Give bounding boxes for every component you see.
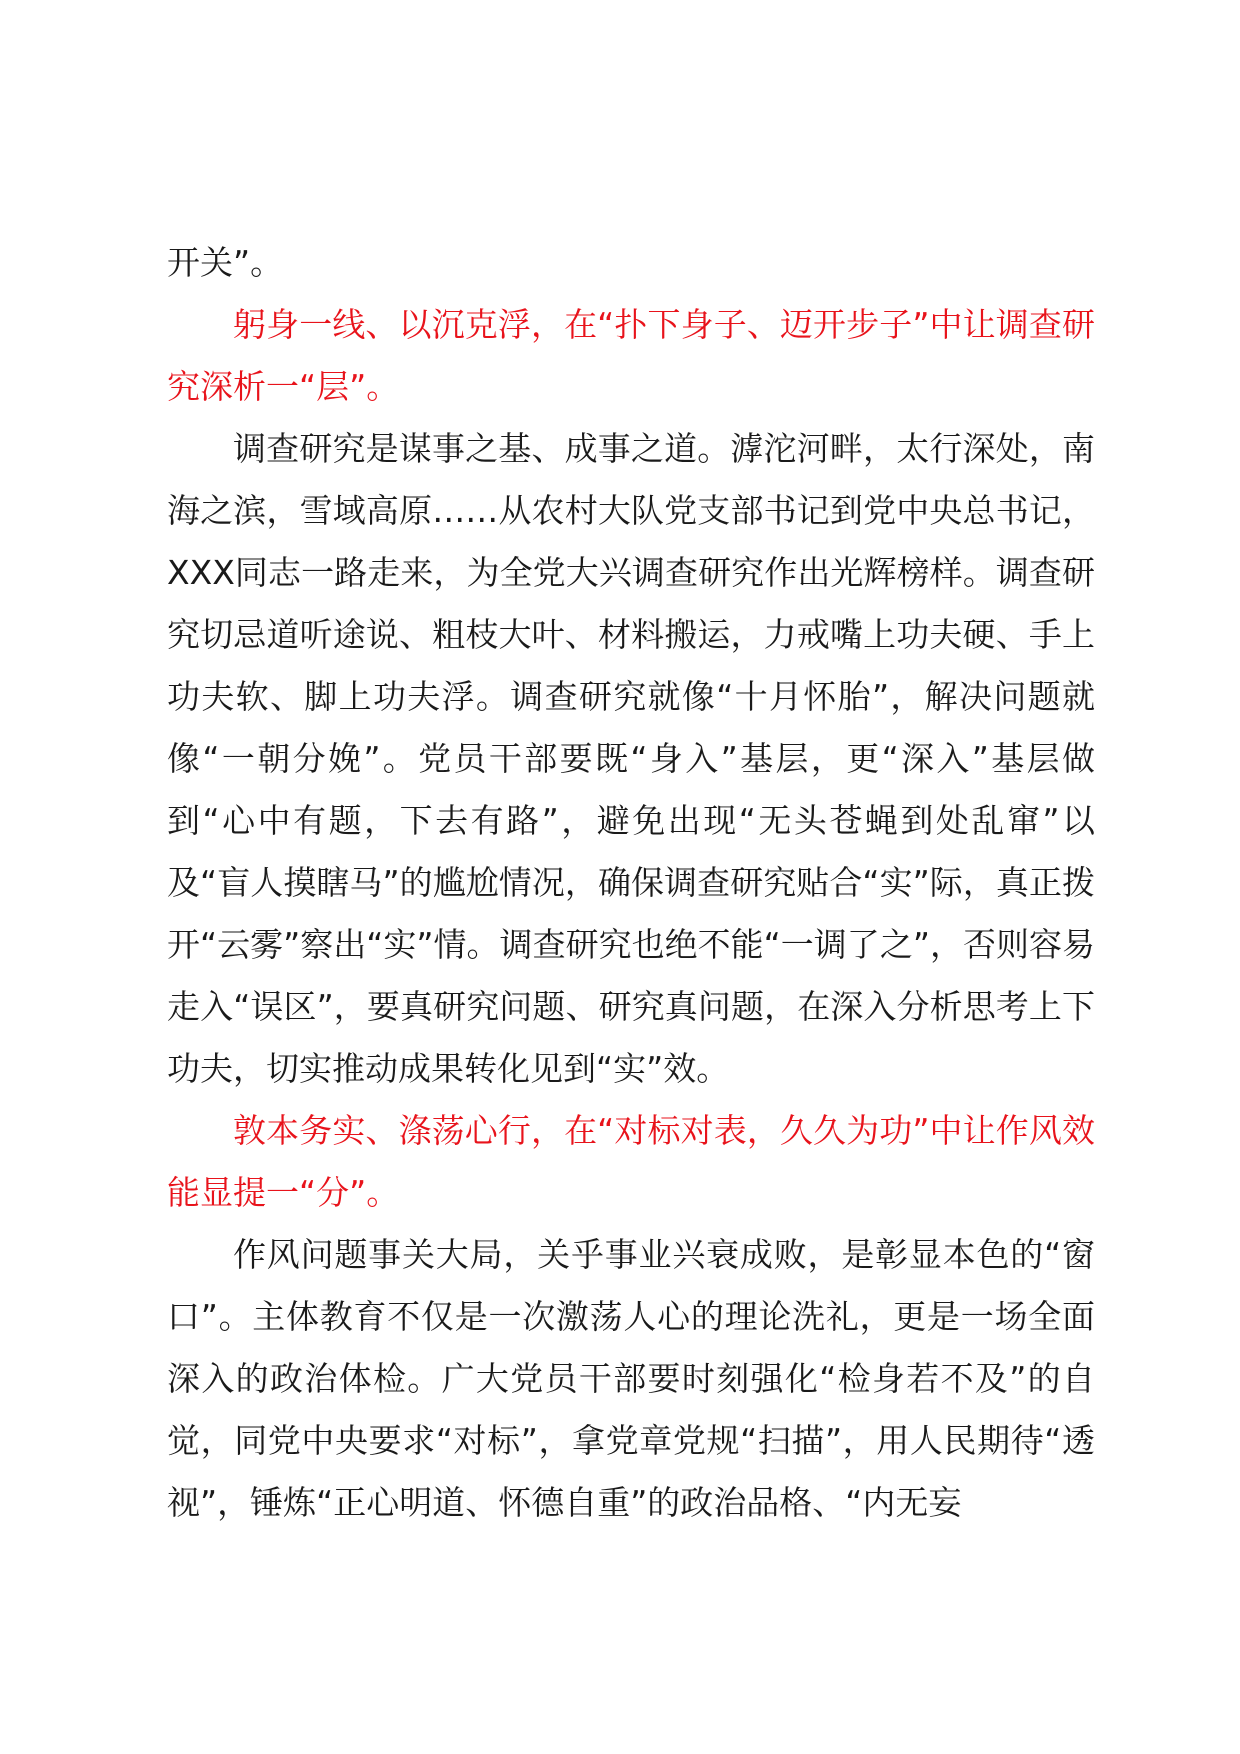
document-body bbox=[167, 232, 1095, 1534]
paragraph-work-style-body: 作风问题事关大局，关乎事业兴衰成败，是彰显本色的“窗口”。主体教育不仅是一次激荡人心的理论洗礼，更是一场全面深入的政治体检。广大党员干部要时刻强化“检身若不及”的自觉，同党中央要求“对标”，拿党章党规“扫描”，用人民期待“透视”，锤炼“正心明道、怀德自重”的政治品格、“内无妄 bbox=[167, 1235, 1095, 1522]
section-heading-research: 躬身一线、以沉克浮，在“扑下身子、迈开步子”中让调查研究深析一“层”。 bbox=[167, 305, 1095, 406]
paragraph-continuation: 开关”。 bbox=[167, 243, 284, 282]
section-heading-work-style: 敦本务实、涤荡心行，在“对标对表，久久为功”中让作风效能显提一“分”。 bbox=[167, 1111, 1095, 1212]
paragraph-research-body: 调查研究是谋事之基、成事之道。滹沱河畔，太行深处，南海之滨，雪域高原……从农村大队党支部书记到党中央总书记，XXX同志一路走来，为全党大兴调查研究作出光辉榜样。调查研究切忌道听途说、粗枝大叶、材料搬运，力戒嘴上功夫硬、手上功夫软、脚上功夫浮。调查研究就像“十月怀胎”，解决问题就像“一朝分娩”。党员干部要既“身入”基层，更“深入”基层做到“心中有题，下去有路”，避免出现“无头苍蝇到处乱窜”以及“盲人摸瞎马”的尴尬情况，确保调查研究贴合“实”际，真正拨开“云雾”察出“实”情。调查研究也绝不能“一调了之”，否则容易走入“误区”，要真研究问题、研究真问题，在深入分析思考上下功夫，切实推动成果转化见到“实”效。 bbox=[167, 429, 1095, 1088]
